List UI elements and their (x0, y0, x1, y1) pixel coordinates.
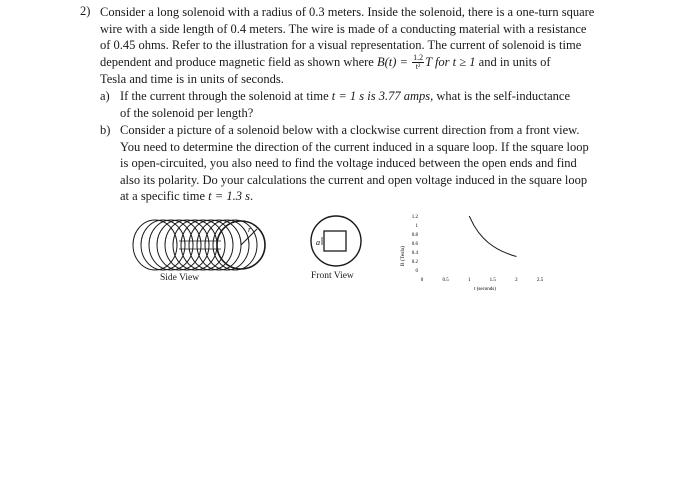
radius-label: r (248, 225, 252, 234)
part-a-label: a) (100, 89, 110, 103)
y-tick-label: 0 (415, 269, 418, 274)
magnetic-field-chart (390, 208, 560, 300)
front-view-figure (308, 213, 364, 269)
question-line: Consider a long solenoid with a radius of 0.3 meters. Inside the solenoid, there is a one-turn square (100, 5, 595, 19)
y-axis-label: B (Tesla) (400, 245, 406, 267)
part-a-line: of the solenoid per length? (120, 105, 254, 120)
part-b (100, 122, 640, 206)
front-view-caption: Front View (311, 271, 354, 281)
part-b-math: t = 1.3 s (208, 189, 250, 204)
side-view-figure (125, 215, 275, 275)
part-b-line: Consider a picture of a solenoid below with a clockwise current direction from a front view. (120, 123, 580, 137)
y-tick-label: 0.6 (411, 242, 418, 247)
y-tick-label: 0.4 (411, 251, 418, 256)
x-axis-label: t (seconds) (474, 287, 496, 292)
part-b-post: . (249, 189, 254, 204)
question-number: 2) (80, 4, 91, 18)
part-a-math: t = 1 s is 3.77 amps (331, 89, 431, 103)
formula-unit: T for t ≥ 1 (425, 54, 476, 69)
x-tick-label: 2.5 (536, 278, 544, 283)
part-b-text (120, 122, 620, 205)
part-b-label: b) (100, 123, 111, 137)
y-tick-label: 0.8 (411, 233, 418, 238)
part-a-post: , what is the self-inductance (430, 89, 571, 103)
x-tick-label: 0 (420, 278, 424, 283)
part-a-line (120, 88, 620, 105)
part-b-pre: at a specific time (120, 189, 209, 204)
x-tick-label: 2 (515, 278, 518, 283)
part-a (100, 88, 640, 122)
x-tick-label: 1 (467, 278, 471, 283)
y-tick-label: 1 (415, 224, 418, 229)
fraction-numerator: 1.2 (413, 53, 424, 63)
formula-after: and in units of (475, 54, 551, 69)
part-b-line: also its polarity. Do your calculations the current and open voltage induced in the square loop (120, 172, 588, 187)
chart-series-line (469, 216, 516, 257)
question-line: wire with a side length of 0.4 meters. The wire is made of a conducting material with a resistance (100, 21, 587, 36)
fraction-denominator: t² (415, 62, 421, 72)
part-b-line: You need to determine the direction of the current induced in a square loop. If the square loop (120, 139, 589, 154)
part-a-pre: If the current through the solenoid at time (120, 89, 332, 103)
y-tick-label: 0.2 (411, 260, 418, 265)
question-line: Tesla and time is in units of seconds. (100, 72, 284, 87)
x-tick-label: 0.5 (442, 278, 449, 283)
part-a-text (120, 88, 620, 121)
side-view-caption: Side View (160, 273, 200, 283)
question-text (100, 4, 620, 88)
square-loop (324, 231, 346, 251)
formula-lhs: B(t) = (376, 54, 412, 69)
formula-fraction (412, 54, 424, 71)
formula-before: dependent and produce magnetic field as shown where (100, 54, 377, 69)
loop-label: a (316, 238, 320, 247)
y-tick-labels (412, 215, 419, 274)
x-tick-label: 1.5 (489, 278, 496, 283)
x-tick-labels (421, 278, 544, 283)
part-b-line (120, 188, 620, 205)
question-line: of 0.45 ohms. Refer to the illustration for a visual representation. The current of solenoid is time (100, 38, 582, 53)
formula-line (100, 54, 620, 72)
y-tick-label: 1.2 (411, 215, 418, 220)
part-b-line: is open-circuited, you also need to find the voltage induced between the open ends and find (120, 156, 577, 171)
